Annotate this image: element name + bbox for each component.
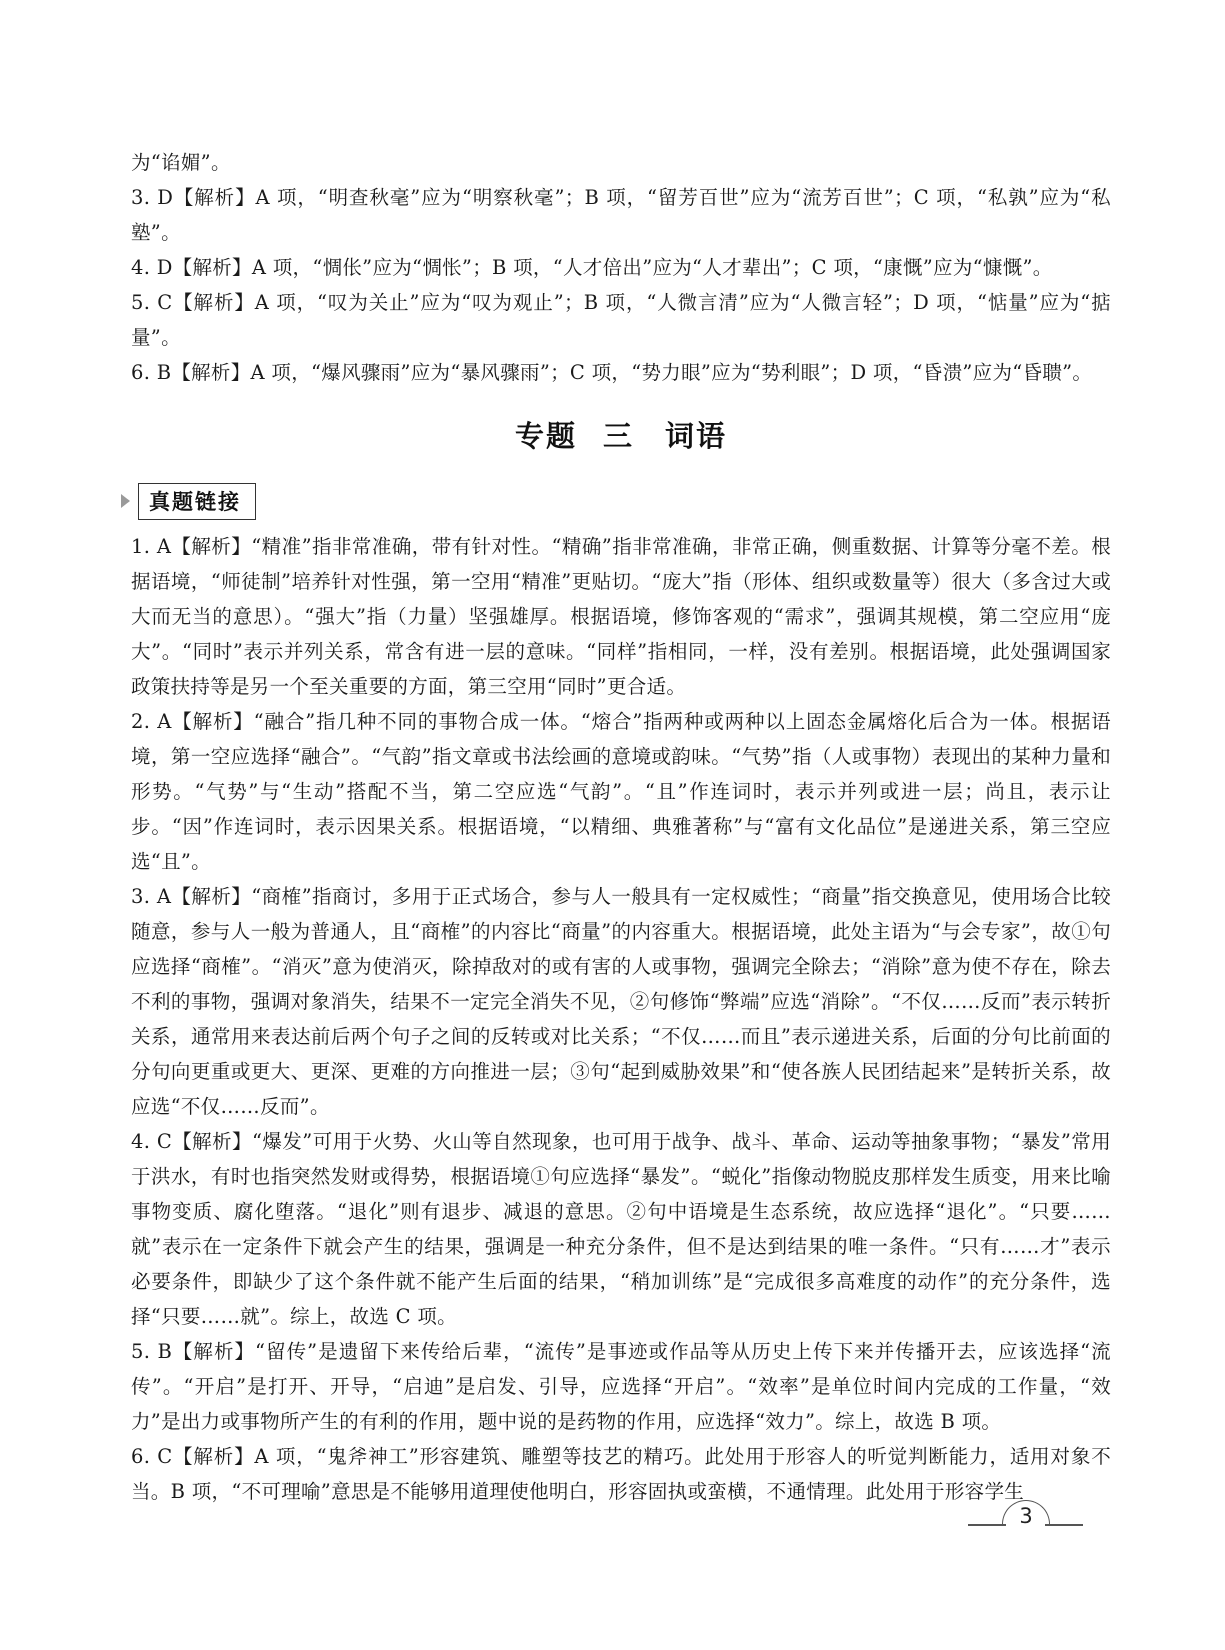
answer-item: 4. D【解析】A 项，“惆伥”应为“惆怅”；B 项，“人才倍出”应为“人才辈出”；C 项，“康慨”应为“慷慨”。: [131, 256, 1053, 279]
answer-item: 6. B【解析】A 项，“爆风骤雨”应为“暴风骤雨”；C 项，“势力眼”应为“势利眼”；D 项，“昏溃”应为“昏聩”。: [131, 361, 1093, 384]
answer-item: 5. B【解析】“留传”是遗留下来传给后辈，“流传”是事迹或作品等从历史上传下来并传播开去，应该选择“流传”。“开启”是打开、开导，“启迪”是启发、引导，应选择“开启”。“效率”是单位时间内完成的工作量，“效力”是出力或事物所产生的有利的作用，题中说的是药物的作用，应选择“效力”。综上，故选 B 项。: [131, 1340, 1111, 1433]
answer-item: 4. C【解析】“爆发”可用于火势、火山等自然现象，也可用于战争、战斗、革命、运动等抽象事物；“暴发”常用于洪水，有时也指突然发财或得势，根据语境①句应选择“暴发”。“蜕化”指像动物脱皮那样发生质变，用来比喻事物变质、腐化堕落。“退化”则有退步、减退的意思。②句中语境是生态系统，故应选择“退化”。“只要……就”表示在一定条件下就会产生的结果，强调是一种充分条件，但不是达到结果的唯一条件。“只有……才”表示必要条件，即缺少了这个条件就不能产生后面的结果，“稍加训练”是“完成很多高难度的动作”的充分条件，选择“只要……就”。综上，故选 C 项。: [131, 1130, 1111, 1328]
answer-item: 3. D【解析】A 项，“明查秋毫”应为“明察秋毫”；B 项，“留芳百世”应为“流芳百世”；C 项，“私孰”应为“私塾”。: [131, 186, 1111, 244]
page-content: [131, 145, 1111, 1509]
page-number-rule-right: [1045, 1524, 1083, 1526]
answer-item: 6. C【解析】A 项，“鬼斧神工”形容建筑、雕塑等技艺的精巧。此处用于形容人的听觉判断能力，适用对象不当。B 项，“不可理喻”意思是不能够用道理使他明白，形容固执或蛮横，不通情理。此处用于形容学生: [131, 1445, 1111, 1503]
answer-item: 1. A【解析】“精准”指非常准确，带有针对性。“精确”指非常准确，非常正确，侧重数据、计算等分毫不差。根据语境，“师徒制”培养针对性强，第一空用“精准”更贴切。“庞大”指（形体、组织或数量等）很大（多含过大或大而无当的意思）。“强大”指（力量）坚强雄厚。根据语境，修饰客观的“需求”，强调其规模，第二空应用“庞大”。“同时”表示并列关系，常含有进一层的意味。“同样”指相同，一样，没有差别。根据语境，此处强调国家政策扶持等是另一个至关重要的方面，第三空用“同时”更合适。: [131, 535, 1111, 698]
answer-item: 5. C【解析】A 项，“叹为关止”应为“叹为观止”；B 项，“人微言清”应为“人微言轻”；D 项，“惦量”应为“掂量”。: [131, 291, 1111, 349]
triangle-marker-icon: [121, 494, 130, 508]
answer-item: 2. A【解析】“融合”指几种不同的事物合成一体。“熔合”指两种或两种以上固态金属熔化后合为一体。根据语境，第一空应选择“融合”。“气韵”指文章或书法绘画的意境或韵味。“气势”指（人或事物）表现出的某种力量和形势。“气势”与“生动”搭配不当，第二空应选“气韵”。“且”作连词时，表示并列或进一层；尚且，表示让步。“因”作连词时，表示因果关系。根据语境，“以精细、典雅著称”与“富有文化品位”是递进关系，第三空应选“且”。: [131, 710, 1111, 873]
section-header: [121, 481, 1111, 521]
section-heading-label: 真题链接: [138, 483, 256, 520]
page-number-rule-left: [968, 1524, 1006, 1526]
answer-item: 3. A【解析】“商榷”指商讨，多用于正式场合，参与人一般具有一定权威性；“商量”指交换意见，使用场合比较随意，参与人一般为普通人，且“商榷”的内容比“商量”的内容重大。根据语境，此处主语为“与会专家”，故①句应选择“商榷”。“消灭”意为使消灭，除掉敌对的或有害的人或事物，强调完全除去；“消除”意为使不存在，除去不利的事物，强调对象消失，结果不一定完全消失不见，②句修饰“弊端”应选“消除”。“不仅……反而”表示转折关系，通常用来表达前后两个句子之间的反转或对比关系；“不仅……而且”表示递进关系，后面的分句比前面的分句向更重或更大、更深、更难的方向推进一层；③句“起到威胁效果”和“使各族人民团结起来”是转折关系，故应选“不仅……反而”。: [131, 885, 1111, 1118]
page-number: 3: [1019, 1504, 1033, 1528]
chapter-title: 专题 三 词语: [514, 419, 728, 453]
continuation-line: 为“谄媚”。: [131, 151, 231, 174]
page-number-ornament: [968, 1500, 1083, 1550]
